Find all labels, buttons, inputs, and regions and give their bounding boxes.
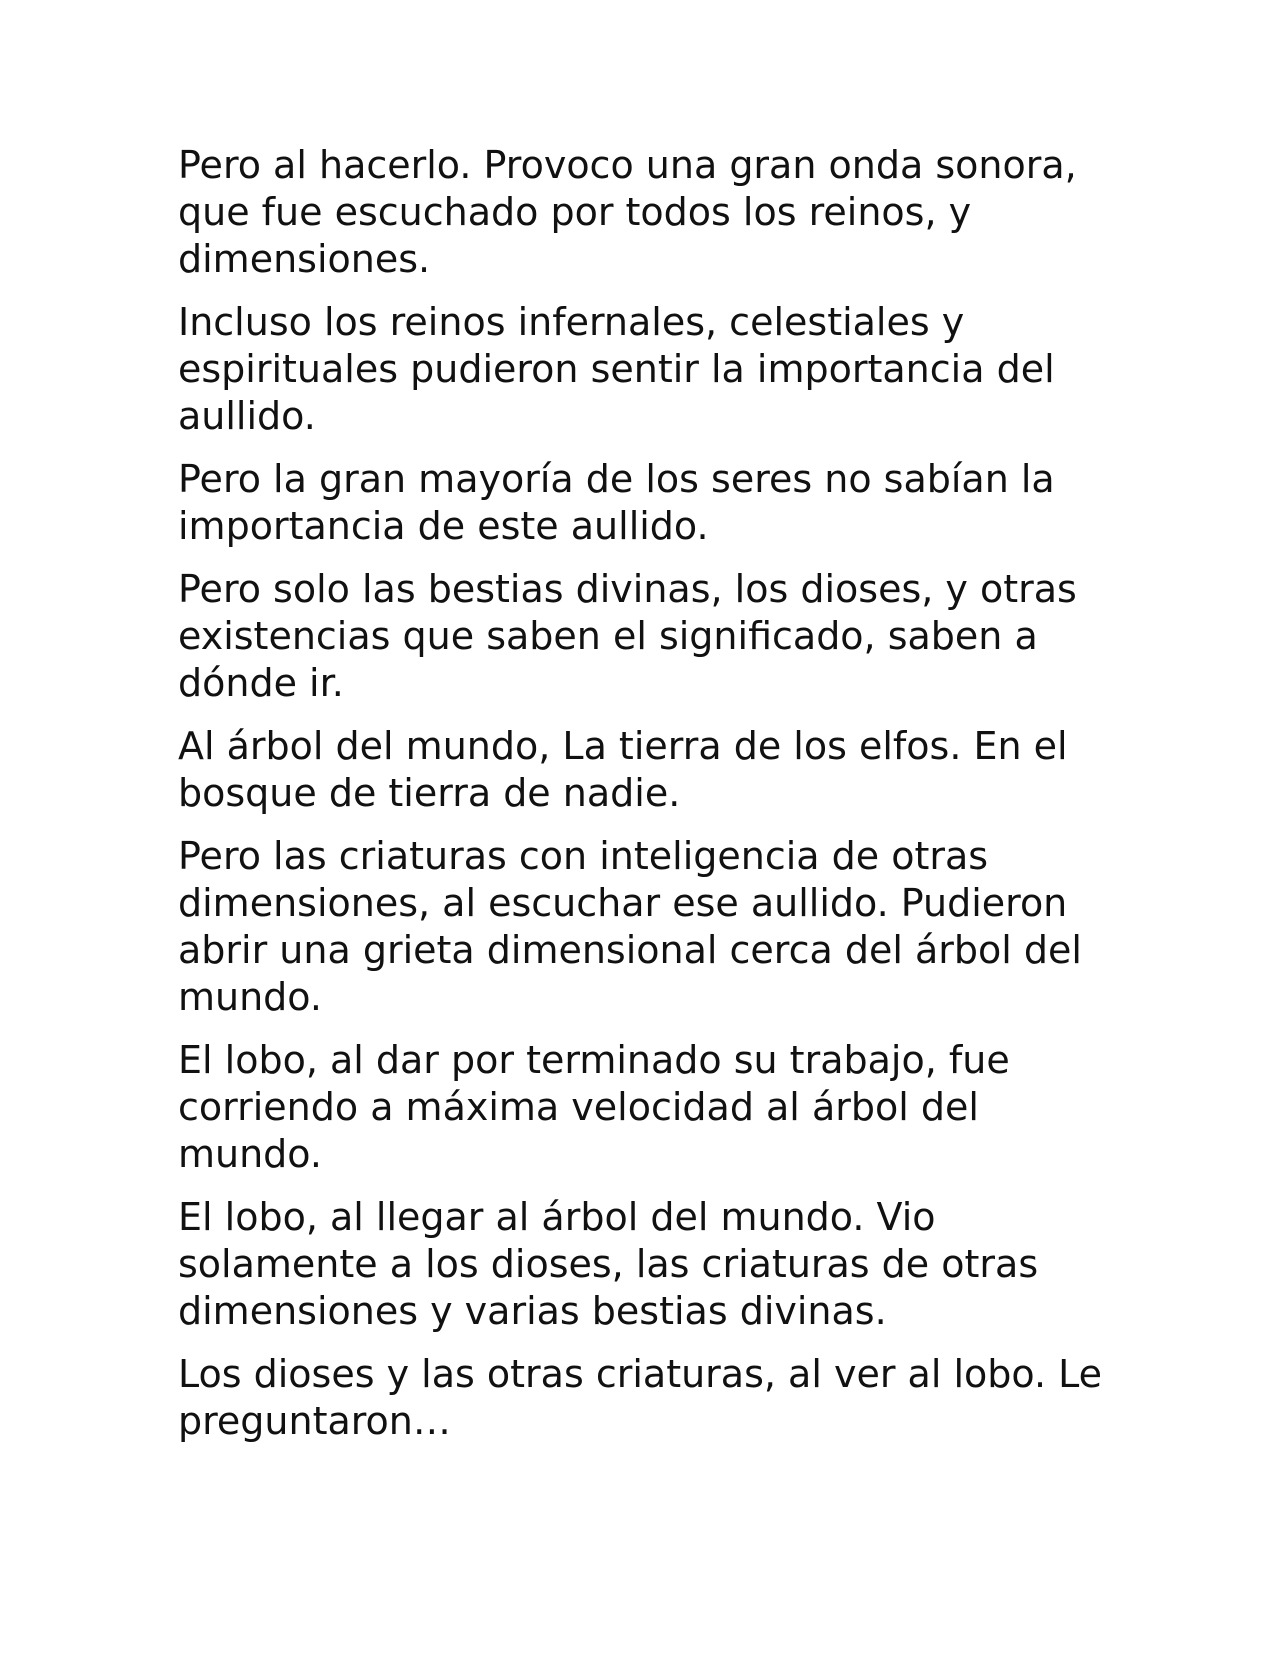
paragraph: Los dioses y las otras criaturas, al ver al lobo. Le preguntaron…: [178, 1352, 1103, 1443]
paragraph: El lobo, al llegar al árbol del mundo. Vio solamente a los dioses, las criaturas de otras dimensiones y varias bestias divinas.: [178, 1195, 1039, 1333]
paragraph: Pero la gran mayoría de los seres no sabían la importancia de este aullido.: [178, 457, 1055, 548]
paragraph: Incluso los reinos infernales, celestiales y espirituales pudieron sentir la importancia del aullido.: [178, 300, 1055, 438]
text-body: [178, 142, 1108, 1461]
paragraph: Pero al hacerlo. Provoco una gran onda sonora, que fue escuchado por todos los reinos, y dimensiones.: [178, 143, 1077, 281]
paragraph: Pero las criaturas con inteligencia de otras dimensiones, al escuchar ese aullido. Pudieron abrir una grieta dimensional cerca del árbol del mundo.: [178, 834, 1082, 1019]
paragraph: Al árbol del mundo, La tierra de los elfos. En el bosque de tierra de nadie.: [178, 724, 1068, 815]
paragraph: El lobo, al dar por terminado su trabajo, fue corriendo a máxima velocidad al árbol del mundo.: [178, 1038, 1010, 1176]
paragraph: Pero solo las bestias divinas, los dioses, y otras existencias que saben el significado, saben a dónde ir.: [178, 567, 1077, 705]
